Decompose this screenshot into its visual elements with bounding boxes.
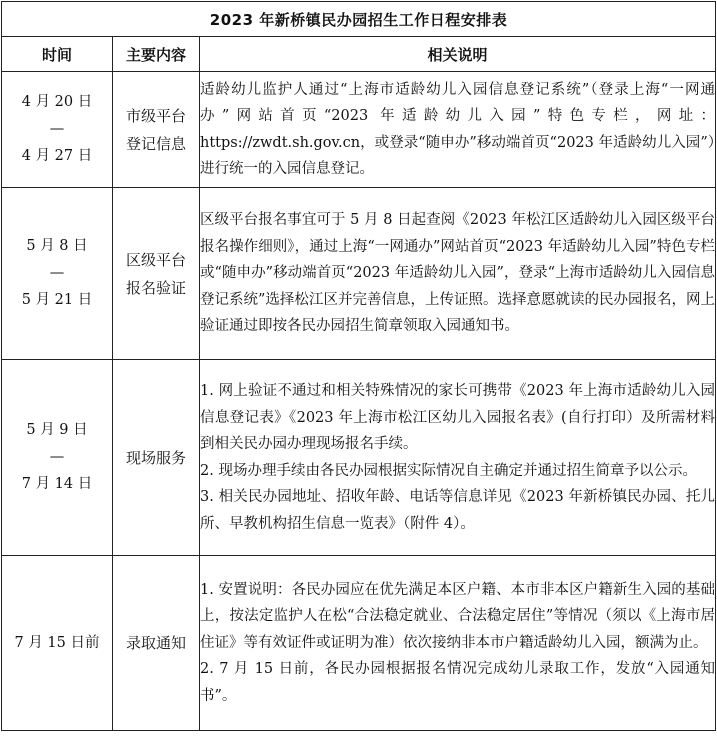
title-row [2, 2, 716, 37]
desc-paragraph: 2. 现场办理手续由各民办园根据实际情况自主确定并通过招生简章予以公示。 [200, 462, 697, 479]
content-label: 录取通知 [125, 634, 186, 652]
header-content: 主要内容 [113, 37, 200, 72]
content-label: 区级平台 报名验证 [125, 250, 186, 297]
table-row [2, 556, 716, 731]
desc-cell [200, 188, 716, 360]
time-dash: — [49, 121, 65, 137]
desc-cell [200, 360, 716, 556]
desc-paragraph: 适龄幼儿监护人通过“上海市适龄幼儿入园信息登记系统”（登录上海“一网通办”网站首页“2023 年适龄幼儿入园”特色专栏，网址：https://zwdt.sh.gov.cn，或登录“随申办”移动端首页“2023 年适龄幼儿入园”）进行统一的入园信息登记。 [200, 81, 716, 177]
schedule-table [1, 1, 716, 731]
time-start: 7 月 15 日前 [14, 634, 100, 651]
table-title: 2023 年新桥镇民办园招生工作日程安排表 [2, 2, 716, 37]
time-end: 7 月 14 日 [21, 476, 93, 492]
content-cell [113, 188, 200, 360]
table-row [2, 360, 716, 556]
table-row [2, 72, 716, 188]
table-row [2, 188, 716, 360]
header-desc: 相关说明 [200, 37, 716, 72]
time-cell [2, 556, 113, 731]
desc-paragraph: 1. 网上验证不通过和相关特殊情况的家长可携带《2023 年上海市适龄幼儿入园信息登记表》《2023 年上海市松江区幼儿入园报名表》(自行打印）及所需材料到相关民办园办理现场报名手续。 [200, 383, 716, 452]
time-start: 4 月 20 日 [21, 94, 93, 110]
time-dash: — [49, 449, 65, 465]
time-dash: — [49, 265, 65, 281]
desc-paragraph: 3. 相关民办园地址、招收年龄、电话等信息详见《2023 年新桥镇民办园、托儿所、早教机构招生信息一览表》（附件 4）。 [200, 489, 716, 532]
content-cell [113, 556, 200, 731]
time-cell [2, 188, 113, 360]
time-end: 5 月 21 日 [21, 292, 93, 308]
time-cell [2, 72, 113, 188]
desc-paragraph: 区级平台报名事宜可于 5 月 8 日起查阅《2023 年松江区适龄幼儿入园区级平台报名操作细则》，通过上海“一网通办”网站首页“2023 年适龄幼儿入园”特色专栏或“随申办”移动端首页“2023 年适龄幼儿入园”，登录“上海市适龄幼儿入园信息登记系统”选择松江区并完善信息，上传证照。选择意愿就读的民办园报名，网上验证通过即按各民办园招生简章领取入园通知书。 [200, 212, 716, 335]
content-label: 市级平台 登记信息 [125, 106, 186, 153]
desc-cell [200, 556, 716, 731]
header-time: 时间 [2, 37, 113, 72]
time-start: 5 月 9 日 [26, 422, 88, 438]
content-cell [113, 360, 200, 556]
time-end: 4 月 27 日 [21, 148, 93, 164]
header-row [2, 37, 716, 72]
content-cell [113, 72, 200, 188]
desc-paragraph: 2. 7 月 15 日前，各民办园根据报名情况完成幼儿录取工作，发放“入园通知书”。 [200, 661, 716, 704]
time-cell [2, 360, 113, 556]
content-label: 现场服务 [125, 448, 186, 467]
desc-paragraph: 1. 安置说明：各民办园应在优先满足本区户籍、本市非本区户籍新生入园的基础上，按法定监护人在松“合法稳定就业、合法稳定居住”等情况（须以《上海市居住证》等有效证件或证明为准）依次接纳非本市户籍适龄幼儿入园，额满为止。 [200, 581, 716, 651]
time-start: 5 月 8 日 [26, 238, 88, 254]
desc-cell [200, 72, 716, 188]
